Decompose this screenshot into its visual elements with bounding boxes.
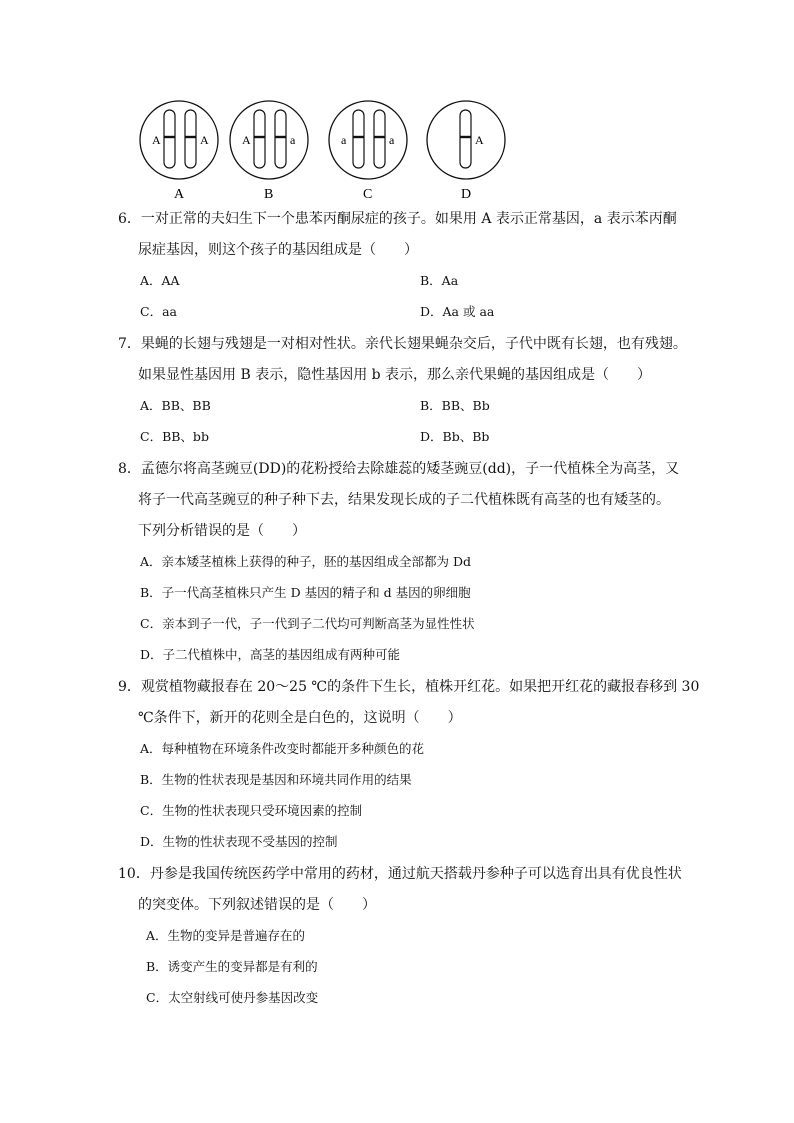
cell-d — [427, 101, 505, 202]
question-6-line-1: 6．一对正常的夫妇生下一个患苯丙酮尿症的孩子。如果用 A 表示正常基因，a 表示苯丙酮 — [118, 211, 677, 227]
question-8-line-2: 将子一代高茎豌豆的种子种下去，结果发现长成的子二代植株既有高茎的也有矮茎的。 — [138, 492, 670, 508]
gene-label-left: A — [152, 133, 161, 147]
question-10-option-a: A．生物的变异是普遍存在的 — [146, 928, 306, 943]
question-9-option-a: A．每种植物在环境条件改变时都能开多种颜色的花 — [140, 741, 425, 756]
question-6-option-b: B．Aa — [420, 273, 459, 288]
question-9-line-1: 9．观赏植物藏报春在 20～25 ℃的条件下生长，植株开红花。如果把开红花的藏报春移到 30 — [118, 679, 700, 695]
question-7-line-2: 如果显性基因用 B 表示，隐性基因用 b 表示，那么亲代果蝇的基因组成是（ ） — [138, 367, 652, 383]
question-7-option-a: A．BB、BB — [140, 398, 211, 413]
question-10-line-1: 10．丹参是我国传统医药学中常用的药材，通过航天搭载丹参种子可以选育出具有优良性状 — [118, 866, 682, 882]
gene-label-right: A — [200, 133, 209, 147]
cell-label: C — [363, 187, 373, 202]
cell-b — [230, 101, 308, 202]
question-6-option-a: A．AA — [140, 273, 180, 288]
question-10-line-2: 的突变体。下列叙述错误的是（ ） — [138, 897, 376, 913]
question-8-option-a: A．亲本矮茎植株上获得的种子，胚的基因组成全部都为 Dd — [140, 554, 472, 569]
chromosome-figure — [0, 0, 794, 210]
cell-label: D — [461, 187, 472, 202]
gene-label-left: A — [242, 133, 251, 147]
question-6-option-d: D．Aa 或 aa — [420, 304, 495, 319]
question-9-option-b: B．生物的性状表现是基因和环境共同作用的结果 — [140, 772, 412, 787]
question-9-option-d: D．生物的性状表现不受基因的控制 — [140, 834, 338, 849]
question-8-line-3: 下列分析错误的是（ ） — [138, 523, 306, 539]
gene-label-right: a — [290, 133, 296, 147]
question-9-line-2: ℃条件下，新开的花则全是白色的，这说明（ ） — [138, 710, 462, 726]
cell-label: B — [264, 187, 274, 202]
question-6-option-c: C．aa — [140, 304, 177, 319]
cell-label: A — [174, 187, 185, 202]
cell-a — [140, 101, 218, 202]
question-7-line-1: 7．果蝇的长翅与残翅是一对相对性状。亲代长翅果蝇杂交后，子代中既有长翅，也有残翅。 — [118, 336, 687, 352]
gene-label-left: a — [341, 133, 347, 147]
question-10-option-b: B．诱变产生的变异都是有利的 — [146, 959, 318, 974]
question-9-option-c: C．生物的性状表现只受环境因素的控制 — [140, 803, 363, 818]
question-7-option-d: D．Bb、Bb — [420, 429, 490, 444]
gene-label-right: a — [389, 133, 395, 147]
question-8-option-d: D．子二代植株中，高茎的基因组成有两种可能 — [140, 647, 401, 662]
question-8-line-1: 8．孟德尔将高茎豌豆(DD)的花粉授给去除雄蕊的矮茎豌豆(dd)，子一代植株全为高茎，又 — [118, 461, 680, 477]
question-8-option-b: B．子一代高茎植株只产生 D 基因的精子和 d 基因的卵细胞 — [140, 585, 471, 600]
gene-label-right: A — [475, 133, 484, 147]
question-6-line-2: 尿症基因，则这个孩子的基因组成是（ ） — [138, 242, 418, 258]
question-8-option-c: C．亲本到子一代，子一代到子二代均可判断高茎为显性性状 — [140, 616, 475, 631]
cell-c — [329, 101, 407, 202]
question-7-option-c: C．BB、bb — [140, 429, 209, 444]
question-10-option-c: C．太空射线可使丹参基因改变 — [146, 990, 319, 1005]
question-7-option-b: B．BB、Bb — [420, 398, 490, 413]
